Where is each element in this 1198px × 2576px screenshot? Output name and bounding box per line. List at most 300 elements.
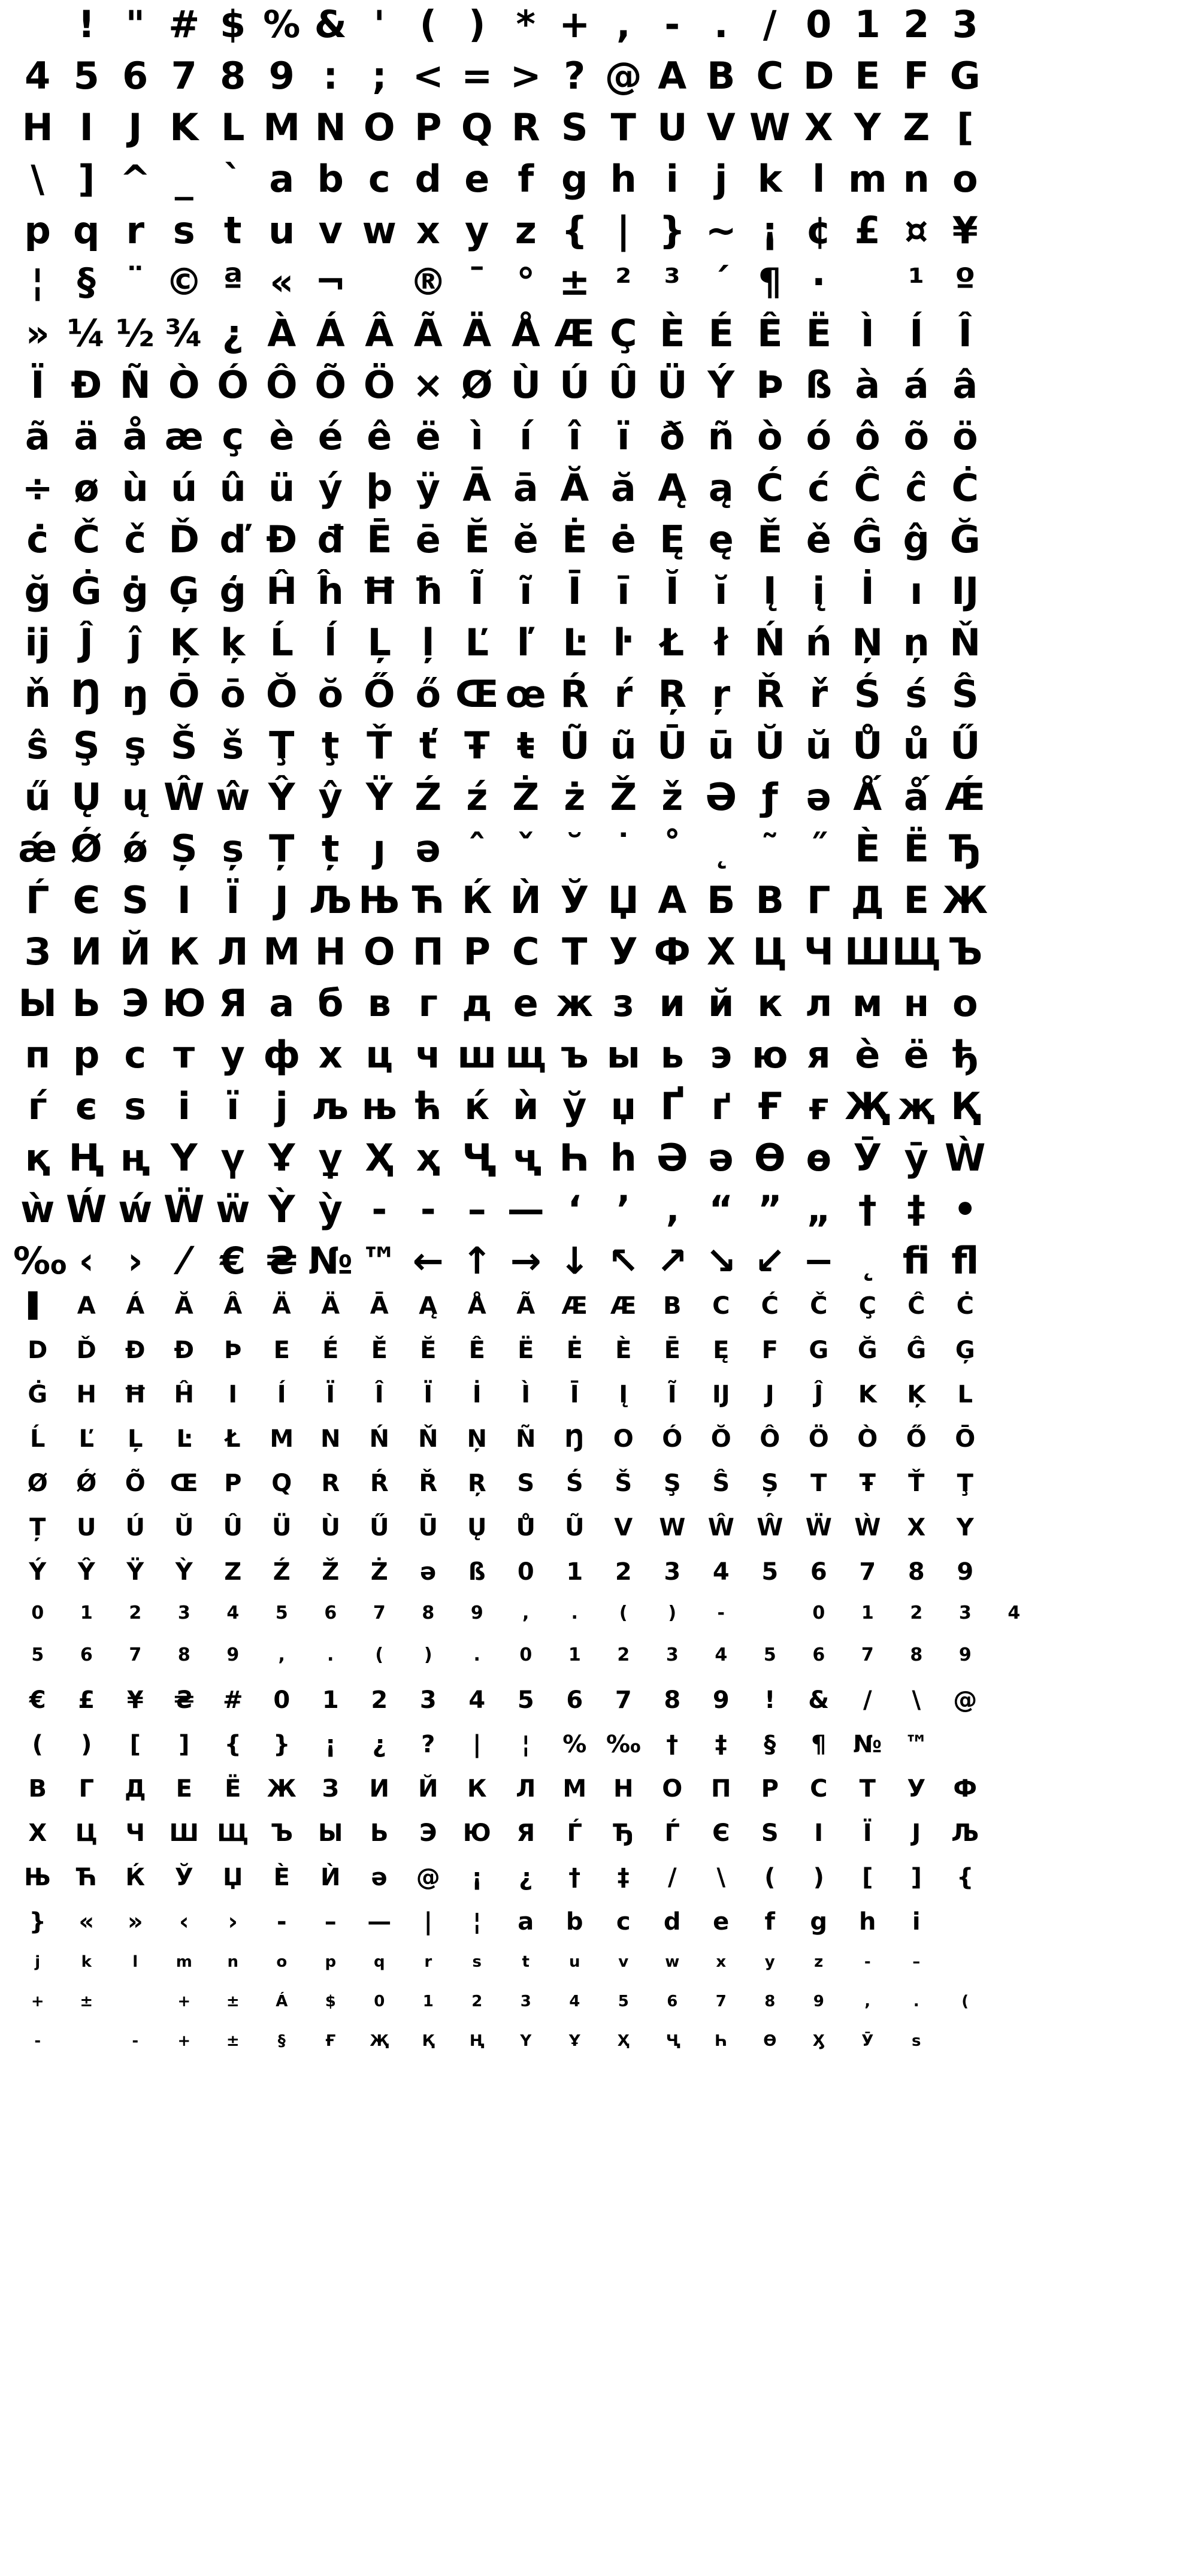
glyph-cell: љ	[312, 1084, 349, 1128]
glyph-cell: [	[957, 105, 974, 149]
glyph-cell: È	[855, 827, 881, 870]
glyph-cell: д	[462, 981, 492, 1025]
glyph-cell: Ã	[516, 1292, 536, 1320]
glyph-cell: C	[712, 1292, 730, 1320]
glyph-cell: Æ	[610, 1292, 637, 1320]
glyph-cell: ẁ	[20, 1187, 55, 1231]
glyph-cell: ә	[708, 1136, 734, 1180]
glyph-cell: ē	[415, 518, 441, 561]
glyph-cell: ^	[119, 157, 151, 201]
glyph-cell: Ǿ	[76, 1470, 97, 1497]
glyph-cell: 2	[903, 2, 930, 46]
glyph-cell: Ū	[418, 1514, 438, 1541]
glyph-row	[13, 1383, 1185, 1427]
glyph-cell: ă	[610, 466, 636, 510]
glyph-cell: ȷ	[373, 827, 386, 870]
glyph-cell: ĉ	[905, 466, 928, 510]
glyph-cell: җ	[897, 1084, 935, 1128]
glyph-cell: Г	[806, 878, 831, 922]
glyph-cell: ỳ	[318, 1187, 343, 1231]
glyph-cell: 4	[712, 1558, 730, 1586]
glyph-cell: „	[806, 1187, 831, 1231]
glyph-cell: º	[954, 260, 976, 304]
glyph-cell: s	[472, 1953, 482, 1971]
glyph-cell: ™	[361, 1239, 398, 1283]
glyph-cell: Ẁ	[945, 1136, 986, 1180]
glyph-cell: –	[324, 1908, 337, 1936]
glyph-cell: =	[461, 54, 493, 98]
glyph-cell: Ǽ	[945, 775, 985, 819]
glyph-cell: ĩ	[519, 569, 533, 613]
glyph-cell: È	[615, 1337, 632, 1364]
glyph-cell: 1	[80, 1603, 93, 1623]
glyph-cell: •	[953, 1187, 978, 1231]
glyph-cell: ў	[562, 1084, 587, 1128]
glyph-cell: қ	[25, 1136, 50, 1180]
glyph-cell: Î	[374, 1381, 384, 1408]
glyph-cell: ˜	[760, 827, 779, 870]
glyph-row	[13, 1688, 1185, 1733]
glyph-row	[13, 415, 1185, 470]
glyph-cell: 7	[373, 1603, 386, 1623]
glyph-cell: у	[220, 1033, 245, 1077]
glyph-cell: ł	[714, 621, 728, 664]
glyph-cell: ş	[124, 724, 147, 767]
glyph-cell: Ÿ	[126, 1558, 144, 1586]
glyph-row	[13, 105, 1185, 161]
glyph-cell: Ү	[170, 1136, 198, 1180]
glyph-cell: ů	[903, 724, 930, 767]
glyph-row	[13, 569, 1185, 624]
glyph-cell: 7	[715, 1993, 727, 2010]
glyph-cell: Ø	[27, 1470, 48, 1497]
glyph-cell: ǿ	[122, 827, 149, 870]
glyph-cell: →	[510, 1239, 541, 1283]
glyph-cell: ↖	[607, 1239, 639, 1283]
glyph-cell: Д	[124, 1775, 146, 1803]
glyph-cell: ¶	[811, 1731, 827, 1758]
glyph-cell: ŭ	[805, 724, 832, 767]
glyph-cell: 7	[861, 1644, 874, 1665]
glyph-row	[13, 1516, 1185, 1560]
glyph-cell: 6	[122, 54, 149, 98]
glyph-cell: Ә	[656, 1136, 688, 1180]
glyph-cell: О	[662, 1775, 683, 1803]
glyph-cell: ẃ	[118, 1187, 153, 1231]
glyph-cell: Q	[461, 105, 493, 149]
glyph-cell: Н	[314, 930, 346, 973]
glyph-cell: Җ	[845, 1084, 891, 1128]
glyph-cell: ´	[712, 260, 731, 304]
glyph-cell: Ň	[949, 621, 981, 664]
glyph-cell: ĵ	[129, 621, 142, 664]
glyph-cell: Ś	[565, 1470, 583, 1497]
glyph-cell: ‰	[13, 1239, 67, 1283]
glyph-cell: ѓ	[28, 1084, 47, 1128]
glyph-cell: /	[763, 2, 777, 46]
glyph-cell: ę	[708, 518, 734, 561]
glyph-cell: _	[174, 157, 193, 201]
glyph-cell: ±	[226, 1993, 240, 2010]
glyph-cell: ±	[226, 2032, 240, 2050]
glyph-cell: {	[561, 208, 588, 252]
glyph-cell: ,	[522, 1603, 530, 1623]
glyph-cell: õ	[903, 415, 930, 458]
glyph-cell: |	[472, 1731, 482, 1758]
glyph-cell: ;	[371, 54, 387, 98]
glyph-cell: 5	[31, 1644, 44, 1665]
glyph-cell: K	[170, 105, 199, 149]
glyph-cell: Я	[218, 981, 247, 1025]
glyph-cell: +	[559, 2, 591, 46]
glyph-cell: P	[415, 105, 442, 149]
glyph-cell: Ж	[267, 1775, 297, 1803]
glyph-cell: ǽ	[18, 827, 58, 870]
glyph-cell: ѝ	[513, 1084, 539, 1128]
glyph-cell: Ŵ	[757, 1514, 783, 1541]
glyph-cell: 9	[958, 1644, 972, 1665]
glyph-row	[13, 312, 1185, 367]
glyph-cell: ←	[412, 1239, 444, 1283]
glyph-cell: Й	[119, 930, 151, 973]
glyph-cell: c	[616, 1908, 631, 1936]
glyph-cell: А	[658, 878, 687, 922]
glyph-cell: `	[223, 157, 243, 201]
glyph-cell: ₴	[174, 1686, 195, 1714]
glyph-cell: ?	[421, 1731, 435, 1758]
glyph-cell: ¿	[372, 1731, 386, 1758]
glyph-cell: —	[367, 1908, 392, 1936]
glyph-cell: ѕ	[912, 2032, 921, 2050]
glyph-cell: С	[810, 1775, 828, 1803]
glyph-cell: Ĉ	[907, 1292, 925, 1320]
glyph-cell: {	[224, 1731, 241, 1758]
glyph-cell: w	[362, 208, 397, 252]
glyph-cell: з	[612, 981, 634, 1025]
glyph-cell: Ў	[174, 1864, 193, 1891]
glyph-row	[13, 2033, 1185, 2073]
glyph-cell: Í	[909, 312, 924, 355]
glyph-cell: Ġ	[71, 569, 102, 613]
glyph-cell: w	[665, 1953, 680, 1971]
glyph-cell: Y	[956, 1514, 974, 1541]
glyph-cell: 1	[322, 1686, 339, 1714]
glyph-cell: Ĥ	[266, 569, 298, 613]
glyph-cell: Ò	[168, 363, 200, 407]
glyph-cell: З	[24, 930, 51, 973]
glyph-cell: Ы	[318, 1819, 343, 1847]
glyph-cell: Џ	[607, 878, 639, 922]
glyph-cell: ӯ	[904, 1136, 928, 1180]
glyph-cell: }	[659, 208, 686, 252]
glyph-cell: Ŧ	[464, 724, 490, 767]
glyph-cell: 2	[617, 1644, 630, 1665]
glyph-cell: ź	[466, 775, 488, 819]
glyph-cell: М	[263, 930, 301, 973]
glyph-cell: В	[755, 878, 784, 922]
glyph-row	[13, 1338, 1185, 1383]
glyph-cell: ķ	[220, 621, 246, 664]
glyph-cell: Н	[613, 1775, 634, 1803]
glyph-cell: j	[35, 1953, 41, 1971]
glyph-cell: ũ	[610, 724, 637, 767]
glyph-cell: f	[518, 157, 534, 201]
glyph-cell: ĺ	[324, 621, 337, 664]
glyph-cell: Ų	[71, 775, 102, 819]
glyph-cell: Á	[276, 1993, 288, 2010]
glyph-cell: Ê	[468, 1337, 485, 1364]
glyph-cell: Ó	[217, 363, 249, 407]
glyph-cell: ǻ	[903, 775, 929, 819]
glyph-cell: "	[125, 2, 145, 46]
glyph-cell: I	[228, 1381, 238, 1408]
glyph-cell: ї	[226, 1084, 240, 1128]
glyph-cell: Ž	[610, 775, 637, 819]
glyph-cell: Ǻ	[853, 775, 882, 819]
glyph-cell: ь	[660, 1033, 684, 1077]
glyph-row	[13, 1560, 1185, 1604]
glyph-cell: ģ	[219, 569, 246, 613]
glyph-cell: Ӯ	[853, 1136, 882, 1180]
glyph-cell: ž	[661, 775, 683, 819]
glyph-cell: њ	[361, 1084, 397, 1128]
glyph-cell: Å	[511, 312, 540, 355]
glyph-cell: 1	[422, 1993, 434, 2010]
glyph-cell: î	[568, 415, 581, 458]
glyph-cell: Ј	[912, 1819, 921, 1847]
glyph-cell: Ф	[953, 1775, 978, 1803]
glyph-cell: Ļ	[128, 1425, 143, 1453]
glyph-cell: Ī	[567, 569, 582, 613]
glyph-cell: Š	[170, 724, 198, 767]
glyph-cell: 7	[171, 54, 197, 98]
glyph-cell: n	[903, 157, 930, 201]
glyph-cell: H	[22, 105, 53, 149]
glyph-cell: Э	[419, 1819, 437, 1847]
glyph-cell: З	[322, 1775, 339, 1803]
glyph-cell: d	[415, 157, 441, 201]
glyph-cell: ó	[806, 415, 832, 458]
glyph-cell: Ģ	[168, 569, 199, 613]
glyph-row	[13, 621, 1185, 676]
glyph-cell: ғ	[808, 1084, 829, 1128]
glyph-cell: Ġ	[28, 1381, 48, 1408]
glyph-cell: Đ	[125, 1337, 146, 1364]
glyph-cell: h	[859, 1908, 876, 1936]
glyph-cell: ¿	[519, 1864, 533, 1891]
glyph-cell: Ć	[756, 466, 783, 510]
glyph-cell: І	[177, 878, 191, 922]
glyph-cell: 0	[31, 1603, 44, 1623]
glyph-cell: Њ	[358, 878, 401, 922]
glyph-cell: Ң	[68, 1136, 104, 1180]
glyph-cell: 5	[763, 1644, 776, 1665]
glyph-cell: §	[77, 260, 96, 304]
glyph-row	[13, 1646, 1185, 1688]
glyph-cell: ﬂ	[951, 1239, 979, 1283]
glyph-cell: Ÿ	[365, 775, 393, 819]
glyph-cell: Р	[463, 930, 491, 973]
glyph-cell: 7	[615, 1686, 632, 1714]
glyph-cell: Ґ	[660, 1084, 684, 1128]
glyph-cell: ë	[415, 415, 441, 458]
glyph-cell: i	[912, 1908, 921, 1936]
glyph-cell: &	[314, 2, 347, 46]
glyph-cell: Ķ	[170, 621, 199, 664]
glyph-cell: š	[222, 724, 244, 767]
glyph-cell: Ē	[664, 1337, 680, 1364]
glyph-cell: Ұ	[268, 1136, 295, 1180]
glyph-cell: Ќ	[461, 878, 492, 922]
glyph-cell: ]	[179, 1731, 190, 1758]
glyph-cell: Ю	[462, 1819, 491, 1847]
glyph-cell: ж	[556, 981, 594, 1025]
glyph-cell: 4	[25, 54, 51, 98]
glyph-cell: 4	[226, 1603, 240, 1623]
glyph-cell: 7	[859, 1558, 876, 1586]
glyph-cell: ì	[470, 415, 483, 458]
glyph-row	[13, 208, 1185, 264]
glyph-cell: У	[907, 1775, 926, 1803]
glyph-cell: í	[519, 415, 533, 458]
glyph-cell: 6	[812, 1644, 825, 1665]
glyph-cell: F	[903, 54, 929, 98]
glyph-cell: €	[220, 1239, 246, 1283]
glyph-cell: N	[320, 1425, 341, 1453]
glyph-cell: Ō	[168, 672, 200, 716]
glyph-cell: Ā	[370, 1292, 389, 1320]
glyph-cell: (	[764, 1864, 776, 1891]
glyph-cell: u	[268, 208, 295, 252]
glyph-cell: 1	[566, 1558, 583, 1586]
glyph-cell: è	[269, 415, 295, 458]
glyph-cell: 6	[810, 1558, 827, 1586]
glyph-cell: Ь	[370, 1819, 389, 1847]
glyph-cell: 3	[520, 1993, 531, 2010]
glyph-cell: ĭ	[715, 569, 728, 613]
glyph-cell: К	[168, 930, 199, 973]
glyph-cell: |	[423, 1908, 433, 1936]
glyph-cell: ³	[664, 260, 680, 304]
glyph-cell: o	[276, 1953, 288, 1971]
glyph-cell: Ę	[713, 1337, 730, 1364]
glyph-cell: В	[28, 1775, 47, 1803]
glyph-cell: ï	[617, 415, 630, 458]
glyph-cell: p	[24, 208, 51, 252]
glyph-cell: Ĉ	[854, 466, 881, 510]
glyph-cell: (	[32, 1731, 43, 1758]
glyph-cell: Ą	[658, 466, 687, 510]
glyph-cell: Ò	[857, 1425, 878, 1453]
glyph-cell: П	[711, 1775, 731, 1803]
glyph-cell: (	[419, 2, 437, 46]
glyph-cell: :	[323, 54, 338, 98]
glyph-cell: a	[269, 157, 295, 201]
glyph-cell: Ŵ	[164, 775, 205, 819]
glyph-cell: Ć	[761, 1292, 779, 1320]
glyph-cell: Ӯ	[861, 2032, 874, 2050]
glyph-cell: т	[173, 1033, 195, 1077]
glyph-cell: +	[177, 1993, 191, 2010]
glyph-cell: Ù	[320, 1514, 340, 1541]
glyph-cell: Ŷ	[268, 775, 295, 819]
glyph-cell: V	[706, 105, 736, 149]
glyph-cell: Ã	[413, 312, 443, 355]
glyph-cell: Џ	[223, 1864, 243, 1891]
glyph-cell: A	[658, 54, 687, 98]
glyph-cell: Ø	[461, 363, 493, 407]
glyph-cell: 2	[615, 1558, 632, 1586]
glyph-cell: н	[903, 981, 930, 1025]
glyph-cell: A	[77, 1292, 96, 1320]
glyph-cell: <	[412, 54, 444, 98]
glyph-cell: №	[308, 1239, 353, 1283]
glyph-cell: Ŕ	[370, 1470, 389, 1497]
glyph-cell: §	[764, 1731, 776, 1758]
glyph-cell: Ъ	[270, 1819, 294, 1847]
glyph-cell: y	[764, 1953, 775, 1971]
glyph-cell: Ù	[510, 363, 541, 407]
glyph-cell: >	[510, 54, 541, 98]
glyph-cell: I	[79, 105, 93, 149]
glyph-cell: ẅ	[216, 1187, 250, 1231]
glyph-cell: Ș	[170, 827, 198, 870]
glyph-cell: ê	[367, 415, 392, 458]
glyph-cell: Đ	[266, 518, 298, 561]
glyph-row	[13, 363, 1185, 418]
glyph-cell: X	[907, 1514, 926, 1541]
glyph-cell: Ī	[570, 1381, 579, 1408]
glyph-cell: г	[418, 981, 438, 1025]
glyph-row	[13, 518, 1185, 573]
glyph-cell: о	[952, 981, 978, 1025]
glyph-cell: ¿	[222, 312, 244, 355]
glyph-cell: Ç	[609, 312, 637, 355]
glyph-cell: Ł	[660, 621, 685, 664]
glyph-cell: e	[464, 157, 490, 201]
glyph-cell: (	[619, 1603, 628, 1623]
glyph-cell: Е	[176, 1775, 192, 1803]
glyph-cell: Ŕ	[560, 672, 589, 716]
glyph-cell: Ū	[657, 724, 688, 767]
glyph-cell: ú	[171, 466, 198, 510]
glyph-cell: Ю	[162, 981, 206, 1025]
glyph-cell: Һ	[559, 1136, 590, 1180]
glyph-cell: “	[709, 1187, 734, 1231]
glyph-cell: 8	[664, 1686, 681, 1714]
glyph-cell: Ě	[371, 1337, 388, 1364]
glyph-cell: ½	[116, 312, 155, 355]
glyph-cell: Ö	[363, 363, 395, 407]
glyph-cell: Ь	[72, 981, 101, 1025]
glyph-row	[13, 981, 1185, 1036]
glyph-cell: Ņ	[467, 1425, 487, 1453]
glyph-cell: И	[369, 1775, 389, 1803]
glyph-cell: ș	[222, 827, 244, 870]
glyph-cell: [	[862, 1864, 873, 1891]
glyph-cell: q	[373, 1953, 385, 1971]
glyph-cell: }	[29, 1908, 46, 1936]
glyph-cell: Ũ	[565, 1514, 585, 1541]
glyph-cell: Х	[706, 930, 736, 973]
glyph-cell: Û	[608, 363, 639, 407]
glyph-cell: 2	[471, 1993, 483, 2010]
glyph-cell: c	[368, 157, 391, 201]
glyph-cell: l	[132, 1953, 138, 1971]
glyph-cell: Җ	[370, 2032, 389, 2050]
glyph-cell: F	[761, 1337, 778, 1364]
glyph-cell: ▌	[28, 1292, 47, 1320]
